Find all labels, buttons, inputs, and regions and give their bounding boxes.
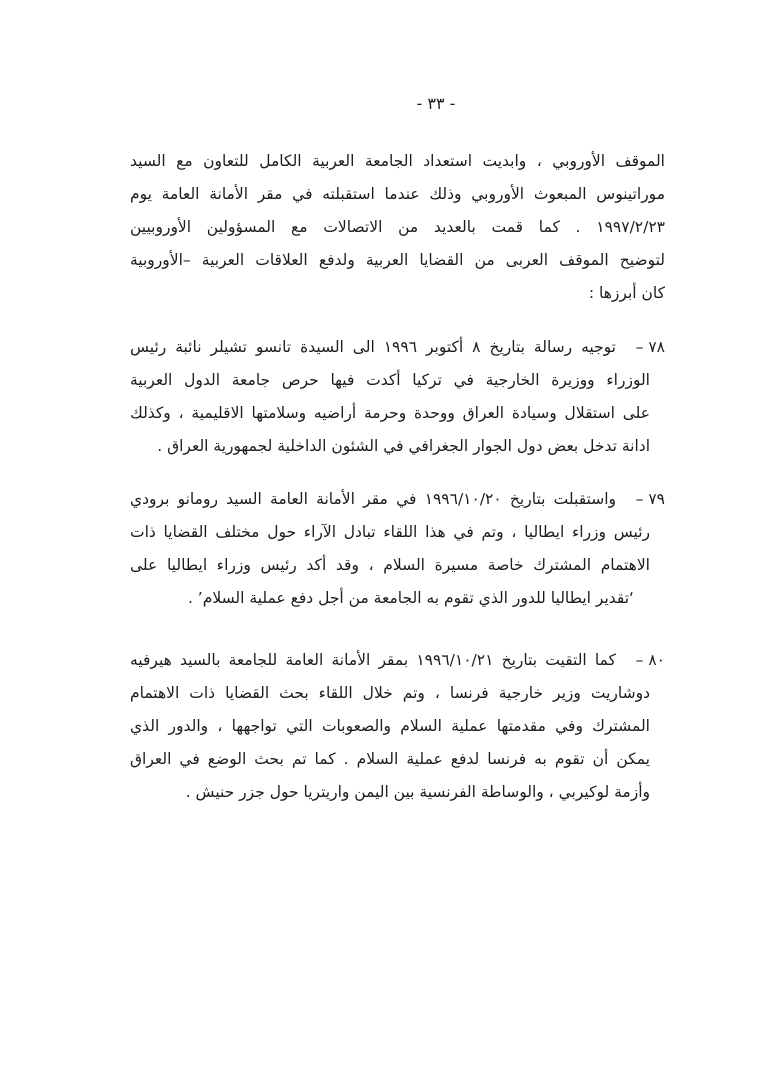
text-line: توجيه رسالة بتاريخ ٨ أكتوبر ١٩٩٦ الى السيدة تانسو تشيلر نائبة رئيس [130,338,616,356]
text-line: ادانة تدخل بعض دول الجوار الجغرافي في الشئون الداخلية لجمهورية العراق . [157,437,650,455]
text-line: الموقف الأوروبي ، وابديت استعداد الجامعة العربية الكامل للتعاون مع السيد [130,152,665,170]
text-line: المشترك وفي مقدمتها عملية السلام والصعوبات التي تواجهها ، والدور الذي [130,717,650,735]
item-marker: ٨٠ – [635,651,665,669]
text-line: لتوضيح الموقف العربى من القضايا العربية ولدفع العلاقات العربية –الأوروبية [130,251,665,269]
list-item-79 [130,483,665,615]
text-line: الاهتمام المشترك خاصة مسيرة السلام ، وقد أكد رئيس وزراء ايطاليا على [130,556,650,574]
text-line: يمكن أن تقوم به فرنسا لدفع عملية السلام . كما تم بحث الوضع في العراق [130,750,650,768]
text-line: ١٩٩٧/٢/٢٣ . كما قمت بالعديد من الاتصالات مع المسؤولين الأوروبيين [130,218,665,236]
intro-paragraph [130,145,665,310]
list-item-80 [130,644,665,809]
text-line: دوشاريت وزير خارجية فرنسا ، وتم خلال اللقاء بحث القضايا ذات الاهتمام [130,684,650,702]
text-line: واستقبلت بتاريخ ١٩٩٦/١٠/٢٠ في مقر الأمانة العامة السيد رومانو برودي [130,490,616,508]
item-marker: ٧٨ – [635,338,665,356]
list-item-78 [130,331,665,463]
text-line: كما التقيت بتاريخ ١٩٩٦/١٠/٢١ بمقر الأمانة العامة للجامعة بالسيد هيرفيه [130,651,616,669]
text-line: الوزراء ووزيرة الخارجية في تركيا أكدت فيها حرص جامعة الدول العربية [130,371,650,389]
text-line: موراتينوس المبعوث الأوروبي وذلك عندما استقبلته في مقر الأمانة العامة يوم [130,185,665,203]
text-line: كان أبرزها : [588,284,665,302]
text-line: رئيس وزراء ايطاليا ، وتم في هذا اللقاء تبادل الآراء حول مختلف القضايا ذات [130,523,650,541]
text-line: وأزمة لوكيربي ، والوساطة الفرنسية بين اليمن واريتريا حول جزر حنيش . [185,783,650,801]
item-marker: ٧٩ – [635,490,665,508]
text-line: على استقلال وسيادة العراق ووحدة وحرمة أراضيه وسلامتها الاقليمية ، وكذلك [130,404,650,422]
quoted-text-line: ‘تقدير ايطاليا للدور الذي تقوم به الجامعة من أجل دفع عملية السلام’ . [187,589,634,607]
page-number: - ٣٣ - [416,94,456,113]
